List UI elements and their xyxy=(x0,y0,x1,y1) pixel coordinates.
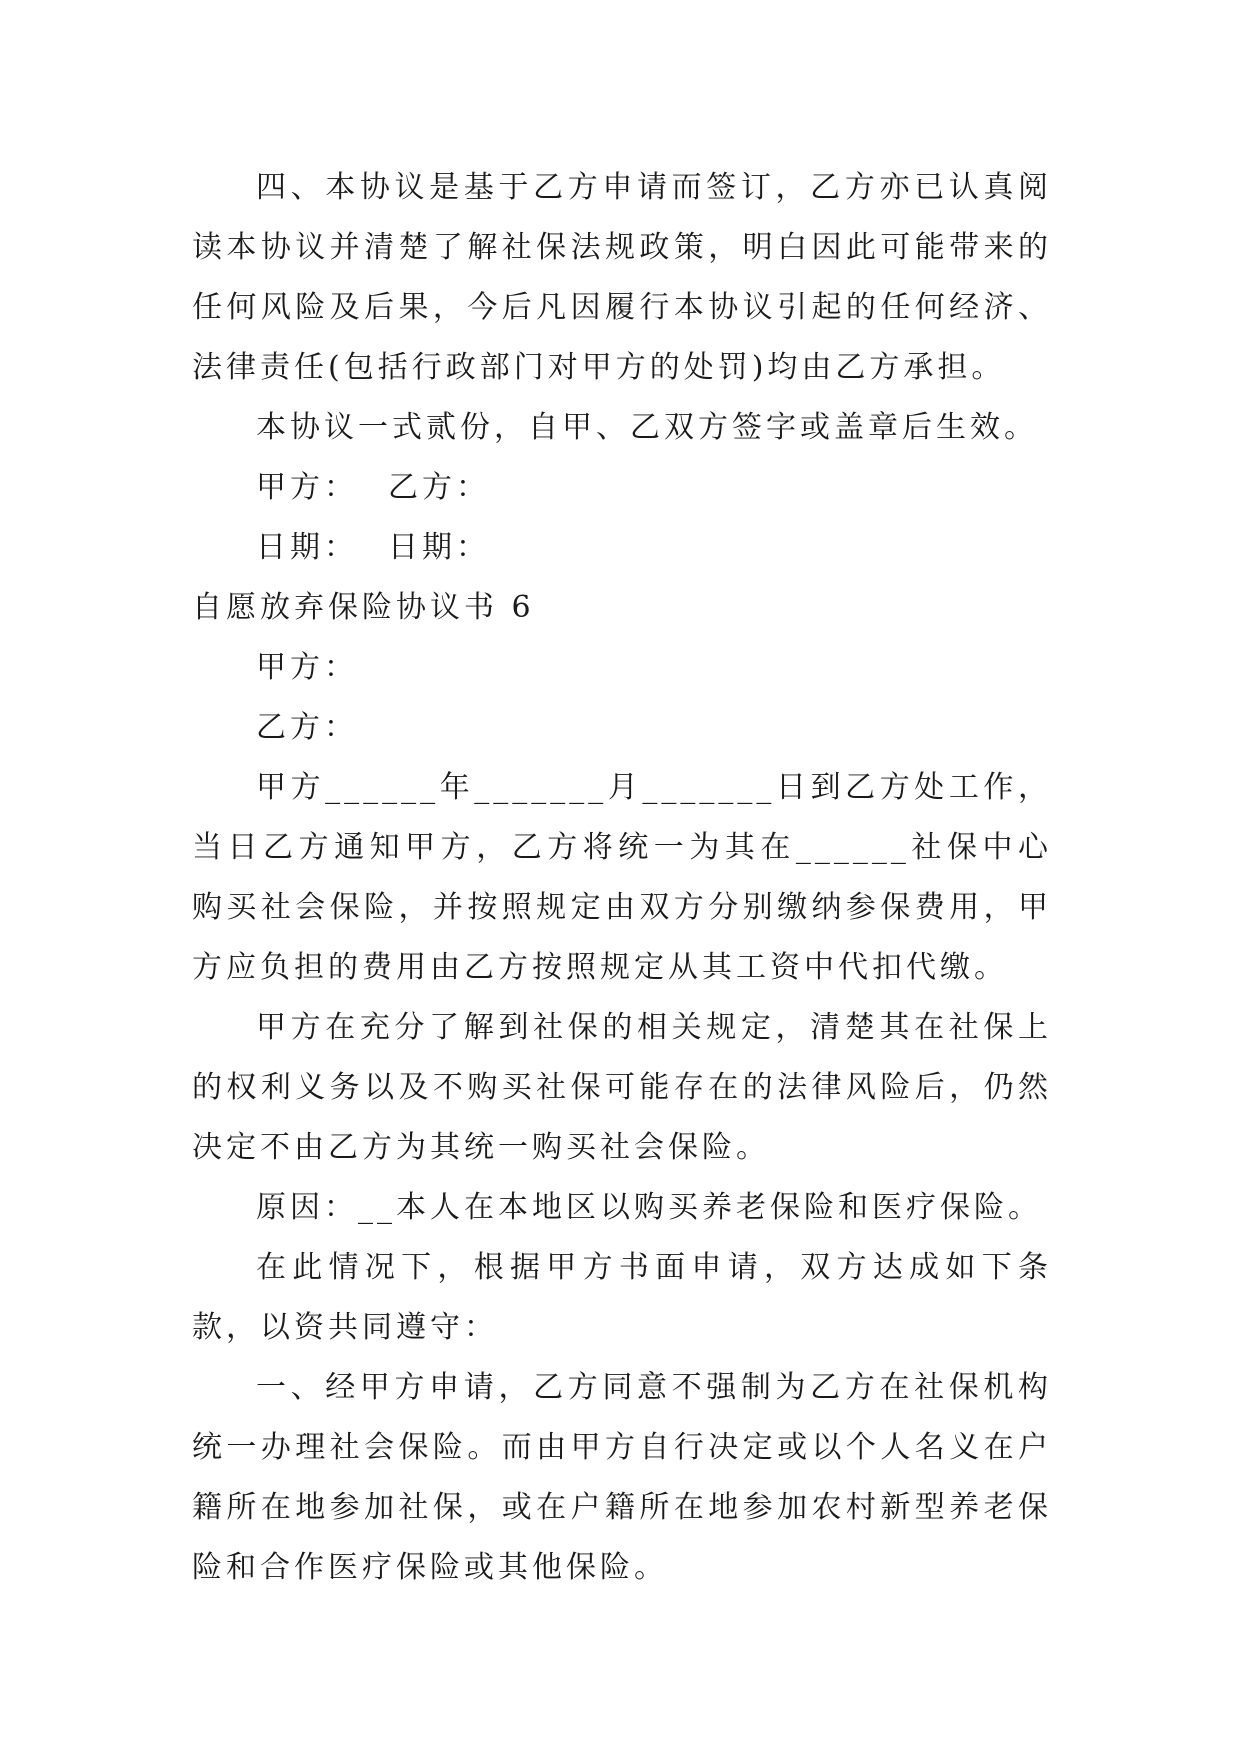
paragraph-reason: 原因：__本人在本地区以购买养老保险和医疗保险。 xyxy=(256,1190,1042,1225)
date-party-a-label: 日期： xyxy=(256,530,358,565)
paragraph-copies: 本协议一式贰份，自甲、乙双方签字或盖章后生效。 xyxy=(256,410,1038,445)
document-body xyxy=(192,158,1052,1598)
party-b-label: 乙方： xyxy=(256,710,358,745)
signature-party-a-label: 甲方： xyxy=(256,470,358,505)
paragraph-clause-1: 一、经甲方申请，乙方同意不强制为乙方在社保机构统一办理社会保险。而由甲方自行决定或以个人名义在户籍所在地参加社保，或在户籍所在地参加农村新型养老保险和合作医疗保险或其他保险。 xyxy=(192,1370,1052,1585)
paragraph-clause-4: 四、本协议是基于乙方申请而签订，乙方亦已认真阅读本协议并清楚了解社保法规政策，明白因此可能带来的任何风险及后果，今后凡因履行本协议引起的任何经济、法律责任(包括行政部门对甲方的处罚)均由乙方承担。 xyxy=(192,170,1052,385)
date-party-b-label: 日期： xyxy=(388,530,490,565)
paragraph-terms-intro: 在此情况下，根据甲方书面申请，双方达成如下条款，以资共同遵守： xyxy=(192,1250,1052,1345)
paragraph-understanding: 甲方在充分了解到社保的相关规定，清楚其在社保上的权利义务以及不购买社保可能存在的法律风险后，仍然决定不由乙方为其统一购买社会保险。 xyxy=(192,1010,1052,1165)
agreement-heading: 自愿放弃保险协议书 6 xyxy=(192,590,535,625)
party-a-label: 甲方： xyxy=(256,650,358,685)
signature-line xyxy=(192,458,1052,518)
signature-party-b-label: 乙方： xyxy=(388,470,490,505)
paragraph-intro: 甲方______年_______月_______日到乙方处工作，当日乙方通知甲方，乙方将统一为其在______社保中心购买社会保险，并按照规定由双方分别缴纳参保费用，甲方应负担的费用由乙方按照规定从其工资中代扣代缴。 xyxy=(192,770,1052,985)
date-line xyxy=(192,518,1052,578)
